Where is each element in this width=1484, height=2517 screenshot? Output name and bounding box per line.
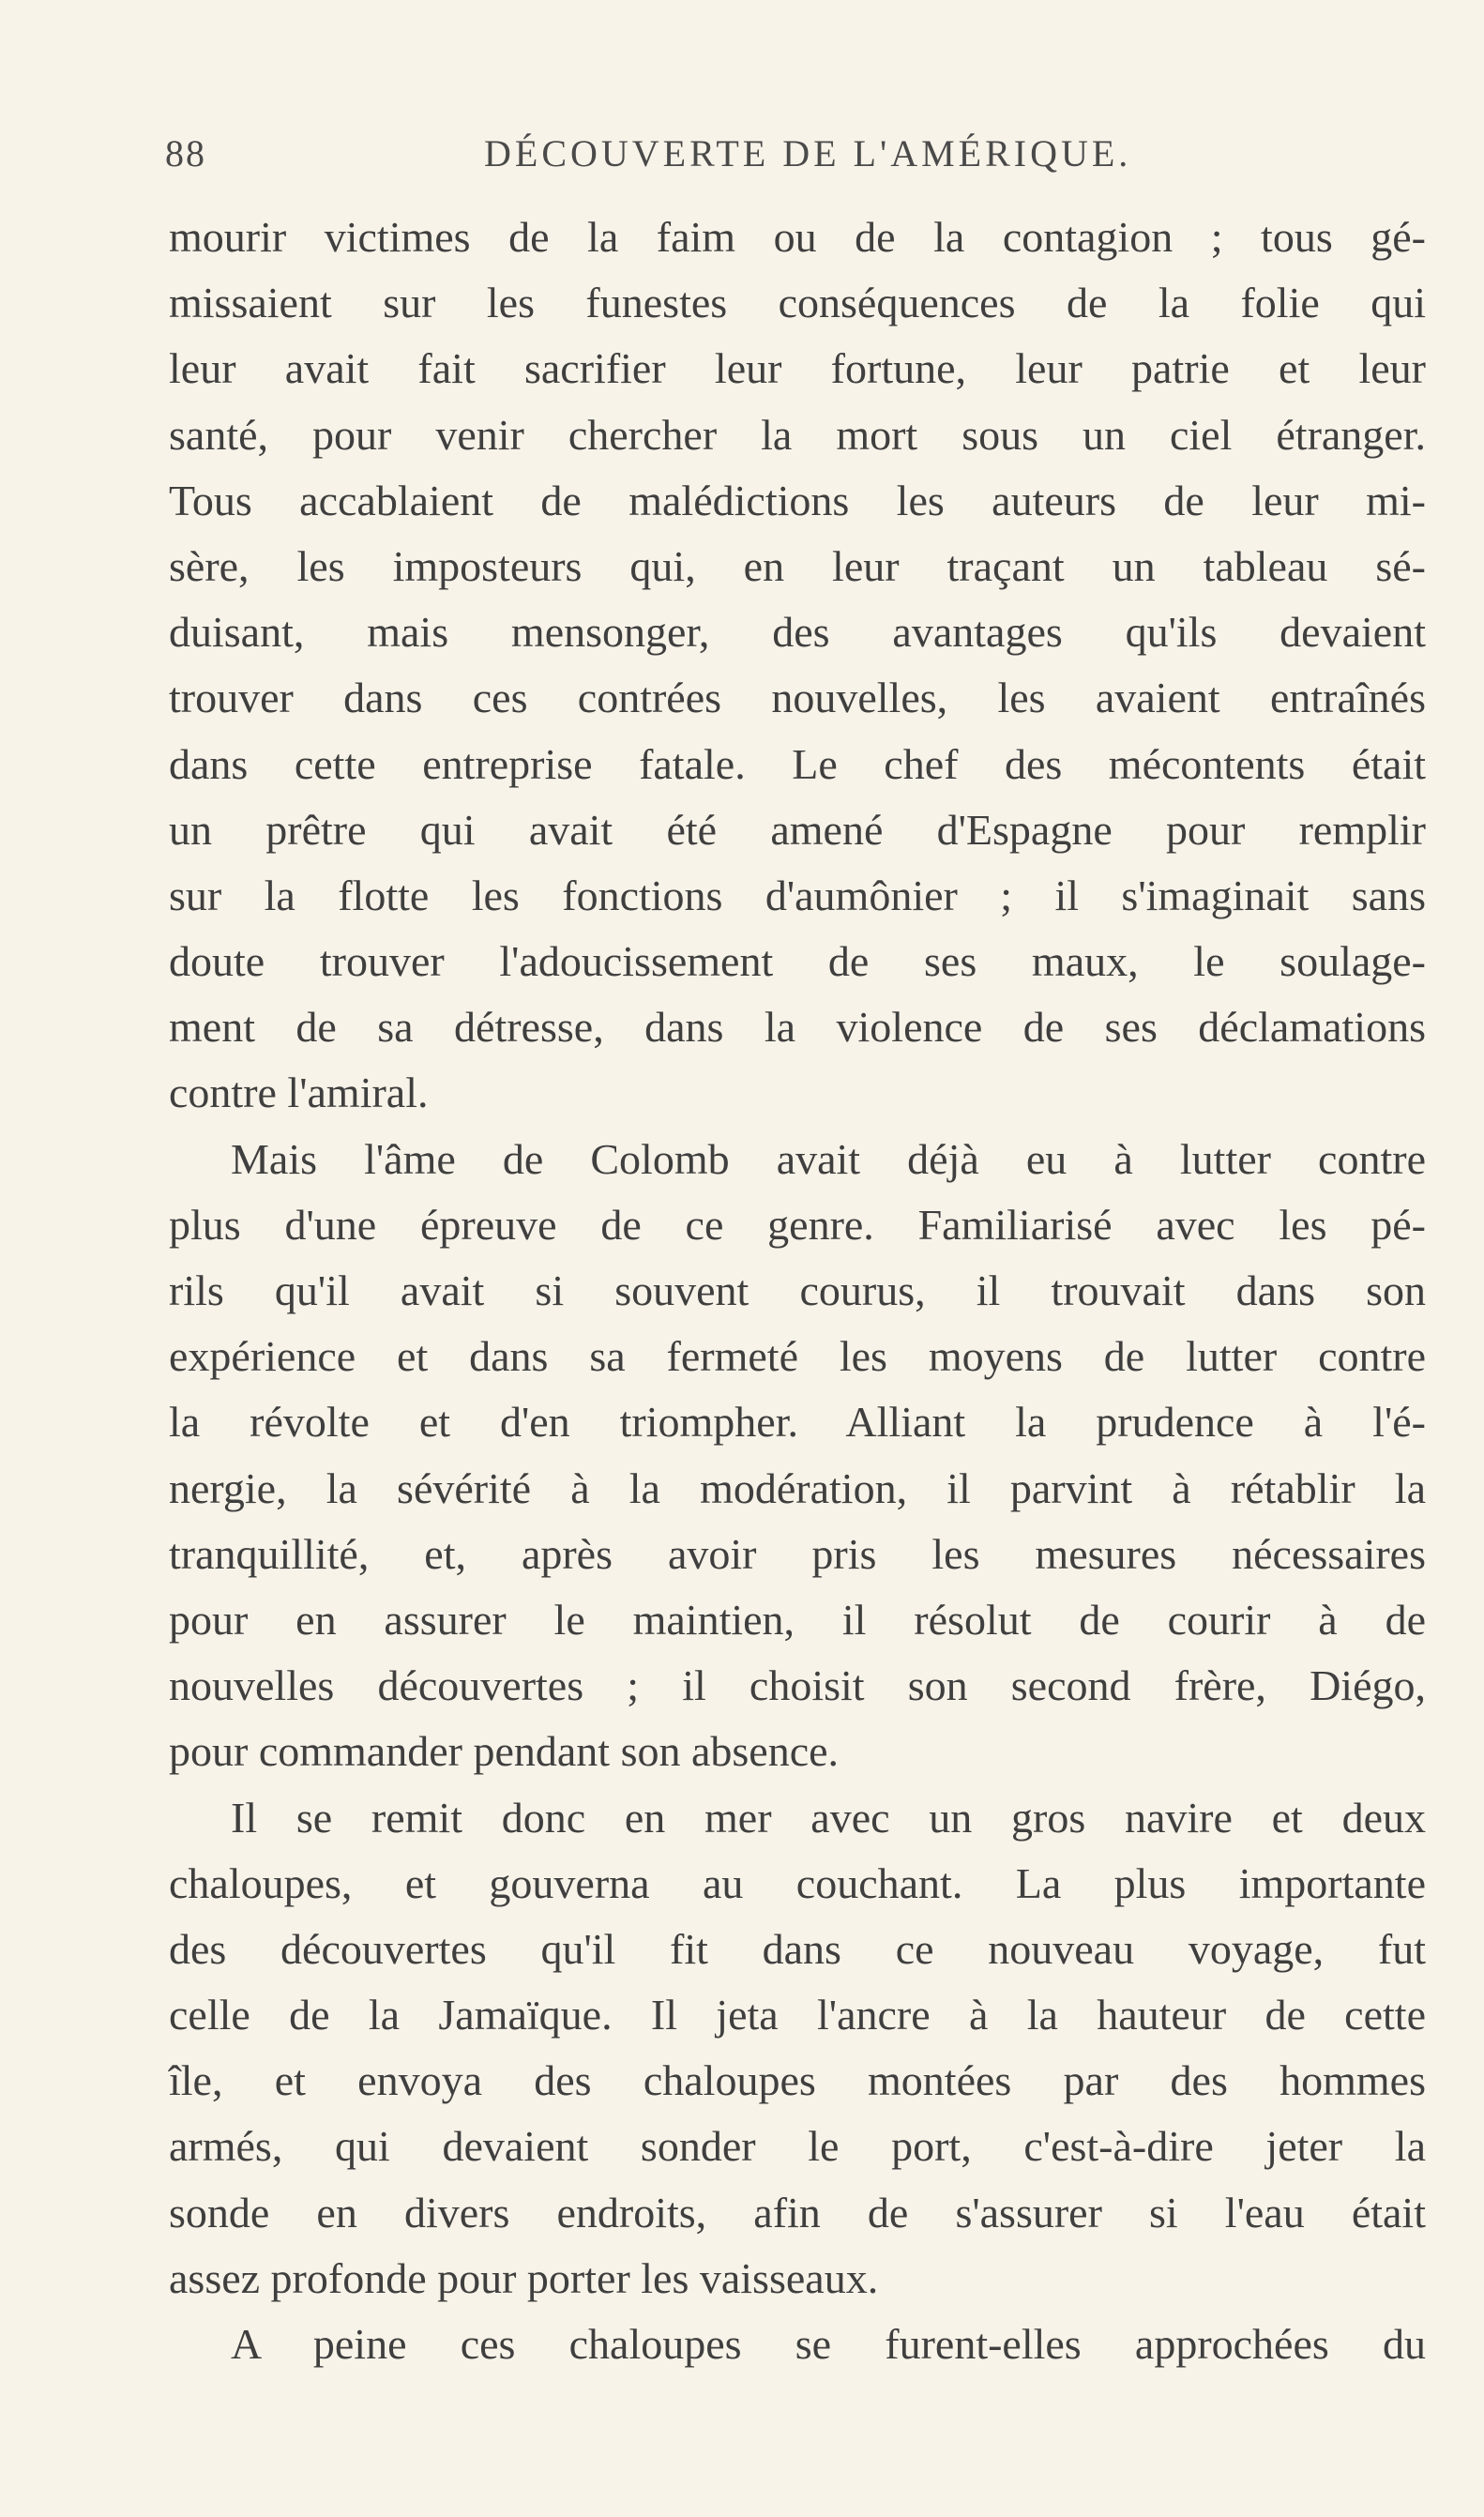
text-line: contre l'amiral.: [169, 1069, 429, 1117]
running-title: DÉCOUVERTE DE L'AMÉRIQUE.: [484, 132, 1132, 174]
text-line: Mais l'âme de Colomb avait déjà eu à lutter contre: [231, 1134, 1426, 1183]
text-line: tranquillité, et, après avoir pris les mesures nécessaires: [169, 1529, 1426, 1578]
text-line: mourir victimes de la faim ou de la contagion ; tous gé-: [169, 213, 1426, 261]
text-line: doute trouver l'adoucissement de ses maux, le soulage-: [169, 937, 1426, 986]
text-line: un prêtre qui avait été amené d'Espagne pour remplir: [169, 805, 1426, 854]
text-line: plus d'une épreuve de ce genre. Familiarisé avec les pé-: [169, 1200, 1426, 1249]
text-line: assez profonde pour porter les vaisseaux.: [169, 2253, 879, 2302]
text-line: nouvelles découvertes ; il choisit son second frère, Diégo,: [169, 1661, 1426, 1710]
body-text: [169, 205, 1426, 2377]
text-line: missaient sur les funestes conséquences de la folie qui: [169, 279, 1426, 327]
text-line: la révolte et d'en triompher. Alliant la prudence à l'é-: [169, 1398, 1426, 1447]
text-line: santé, pour venir chercher la mort sous un ciel étranger.: [169, 410, 1426, 459]
text-line: ment de sa détresse, dans la violence de ses déclamations: [169, 1003, 1426, 1052]
text-line: leur avait fait sacrifier leur fortune, leur patrie et leur: [169, 344, 1426, 393]
text-line: armés, qui devaient sonder le port, c'est-à-dire jeter la: [169, 2122, 1426, 2171]
text-line: des découvertes qu'il fit dans ce nouveau voyage, fut: [169, 1924, 1426, 1973]
text-line: sère, les imposteurs qui, en leur traçant un tableau sé-: [169, 541, 1426, 590]
text-line: A peine ces chaloupes se furent-elles approchées du: [231, 2320, 1426, 2368]
page-header: [165, 131, 1422, 188]
text-line: chaloupes, et gouverna au couchant. La plus importante: [169, 1858, 1426, 1907]
text-line: sonde en divers endroits, afin de s'assurer si l'eau était: [169, 2188, 1426, 2236]
text-line: nergie, la sévérité à la modération, il parvint à rétablir la: [169, 1463, 1426, 1512]
page-number: 88: [165, 132, 206, 174]
text-line: pour en assurer le maintien, il résolut de courir à de: [169, 1595, 1426, 1644]
text-line: celle de la Jamaïque. Il jeta l'ancre à la hauteur de cette: [169, 1991, 1426, 2039]
text-line: rils qu'il avait si souvent courus, il trouvait dans son: [169, 1266, 1426, 1314]
text-line: trouver dans ces contrées nouvelles, les avaient entraînés: [169, 674, 1426, 722]
text-line: duisant, mais mensonger, des avantages qu'ils devaient: [169, 608, 1426, 657]
text-line: île, et envoya des chaloupes montées par des hommes: [169, 2056, 1426, 2105]
text-line: dans cette entreprise fatale. Le chef des mécontents était: [169, 739, 1426, 788]
text-line: expérience et dans sa fermeté les moyens de lutter contre: [169, 1332, 1426, 1381]
text-line: Tous accablaient de malédictions les auteurs de leur mi-: [169, 476, 1426, 524]
text-line: Il se remit donc en mer avec un gros navire et deux: [231, 1793, 1426, 1842]
text-line: sur la flotte les fonctions d'aumônier ; il s'imaginait sans: [169, 871, 1426, 919]
text-line: pour commander pendant son absence.: [169, 1727, 840, 1776]
